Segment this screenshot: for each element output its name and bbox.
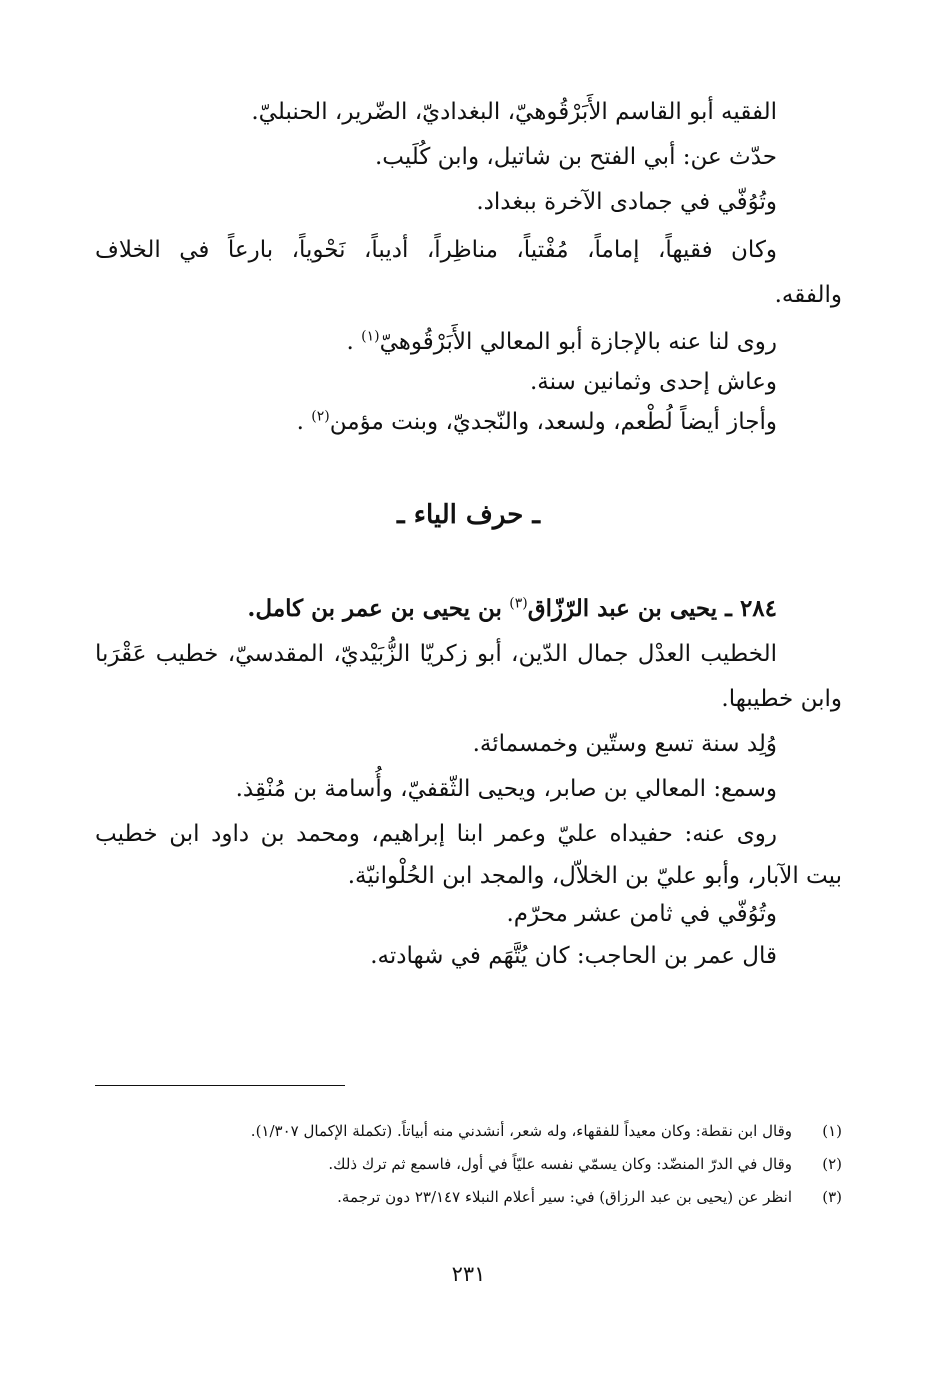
- entry-line-1: الخطيب العدْل جمال الدّين، أبو زكريّا الزُّبَيْديّ، المقدسيّ، خطيب عَقْرَبا: [95, 641, 777, 667]
- body-line-4: وكان فقيهاً، إماماً، مُفْتياً، مناظِراً، أديباً، نَحْوياً، بارعاً في الخلاف: [95, 237, 777, 263]
- body-line-6-text: روى لنا عنه بالإجازة أبو المعالي الأَبَرْقُوهيّ: [379, 329, 777, 355]
- footnote-text: وقال ابن نقطة: وكان معيداً للفقهاء، وله شعر، أنشدني منه أبياتاً. (تكملة الإكمال ١/٣٠٧).: [250, 1122, 792, 1140]
- footnote-1: [95, 1122, 842, 1142]
- footnote-ref-1: (١): [361, 328, 380, 345]
- body-line-8-end: .: [296, 409, 304, 435]
- page-number: ٢٣١: [451, 1262, 486, 1286]
- footnote-ref-3: (٣): [509, 595, 528, 612]
- footnote-number: (١): [822, 1122, 842, 1140]
- footnote-number: (٣): [822, 1188, 842, 1206]
- body-line-5: والفقه.: [774, 282, 842, 308]
- entry-line-4: وسمع: المعالي بن صابر، ويحيى الثّقفيّ، وأُسامة بن مُنْقِذ.: [235, 776, 777, 802]
- body-line-8: [95, 408, 777, 437]
- footnote-2: [95, 1155, 842, 1175]
- entry-title-rest: بن يحيى بن عمر بن كامل.: [247, 595, 502, 622]
- footnote-separator: [95, 1085, 345, 1086]
- body-line-7: وعاش إحدى وثمانين سنة.: [529, 369, 777, 395]
- body-line-2: حدّث عن: أبي الفتح بن شاتيل، وابن كُلَيب.: [374, 144, 777, 170]
- footnote-text: انظر عن (يحيى بن عبد الرزاق) في: سير أعلام النبلاء ٢٣/١٤٧ دون ترجمة.: [337, 1188, 792, 1206]
- entry-line-7: وتُوُفّي في ثامن عشر محرّم.: [506, 901, 777, 927]
- entry-line-6: بيت الآبار، وأبو عليّ بن الخلاّل، والمجد ابن الحُلْوانيّة.: [347, 863, 842, 889]
- section-heading: ـ حرف الياء ـ: [397, 500, 540, 530]
- footnote-ref-2: (٢): [311, 408, 330, 425]
- entry-line-2: وابن خطيبها.: [721, 686, 842, 712]
- entry-line-8: قال عمر بن الحاجب: كان يُتَّهَم في شهادته.: [370, 943, 777, 969]
- body-line-6-end: .: [346, 329, 354, 355]
- entry-line-3: وُلِد سنة تسع وستّين وخمسمائة.: [472, 731, 777, 757]
- entry-line-5: روى عنه: حفيداه عليّ وعمر ابنا إبراهيم، ومحمد بن داود ابن خطيب: [95, 821, 777, 847]
- entry-title: ٢٨٤ ـ يحيى بن عبد الرّزّاق: [527, 595, 777, 622]
- body-line-6: [95, 328, 777, 357]
- body-line-3: وتُوُفّي في جمادى الآخرة ببغداد.: [476, 189, 777, 215]
- footnote-3: [95, 1188, 842, 1208]
- body-line-1: الفقيه أبو القاسم الأَبَرْقُوهيّ، البغداديّ، الضّرير، الحنبليّ.: [251, 99, 777, 125]
- body-line-8-text: وأجاز أيضاً لُطْعم، ولسعد، والنّجديّ، وبنت مؤمن: [329, 409, 777, 435]
- footnote-text: وقال في الدرّ المنضّد: وكان يسمّي نفسه عليّاً في أول، فاسمع ثم ترك ذلك.: [328, 1155, 792, 1173]
- footnote-number: (٢): [822, 1155, 842, 1173]
- entry-title-line: [95, 595, 777, 624]
